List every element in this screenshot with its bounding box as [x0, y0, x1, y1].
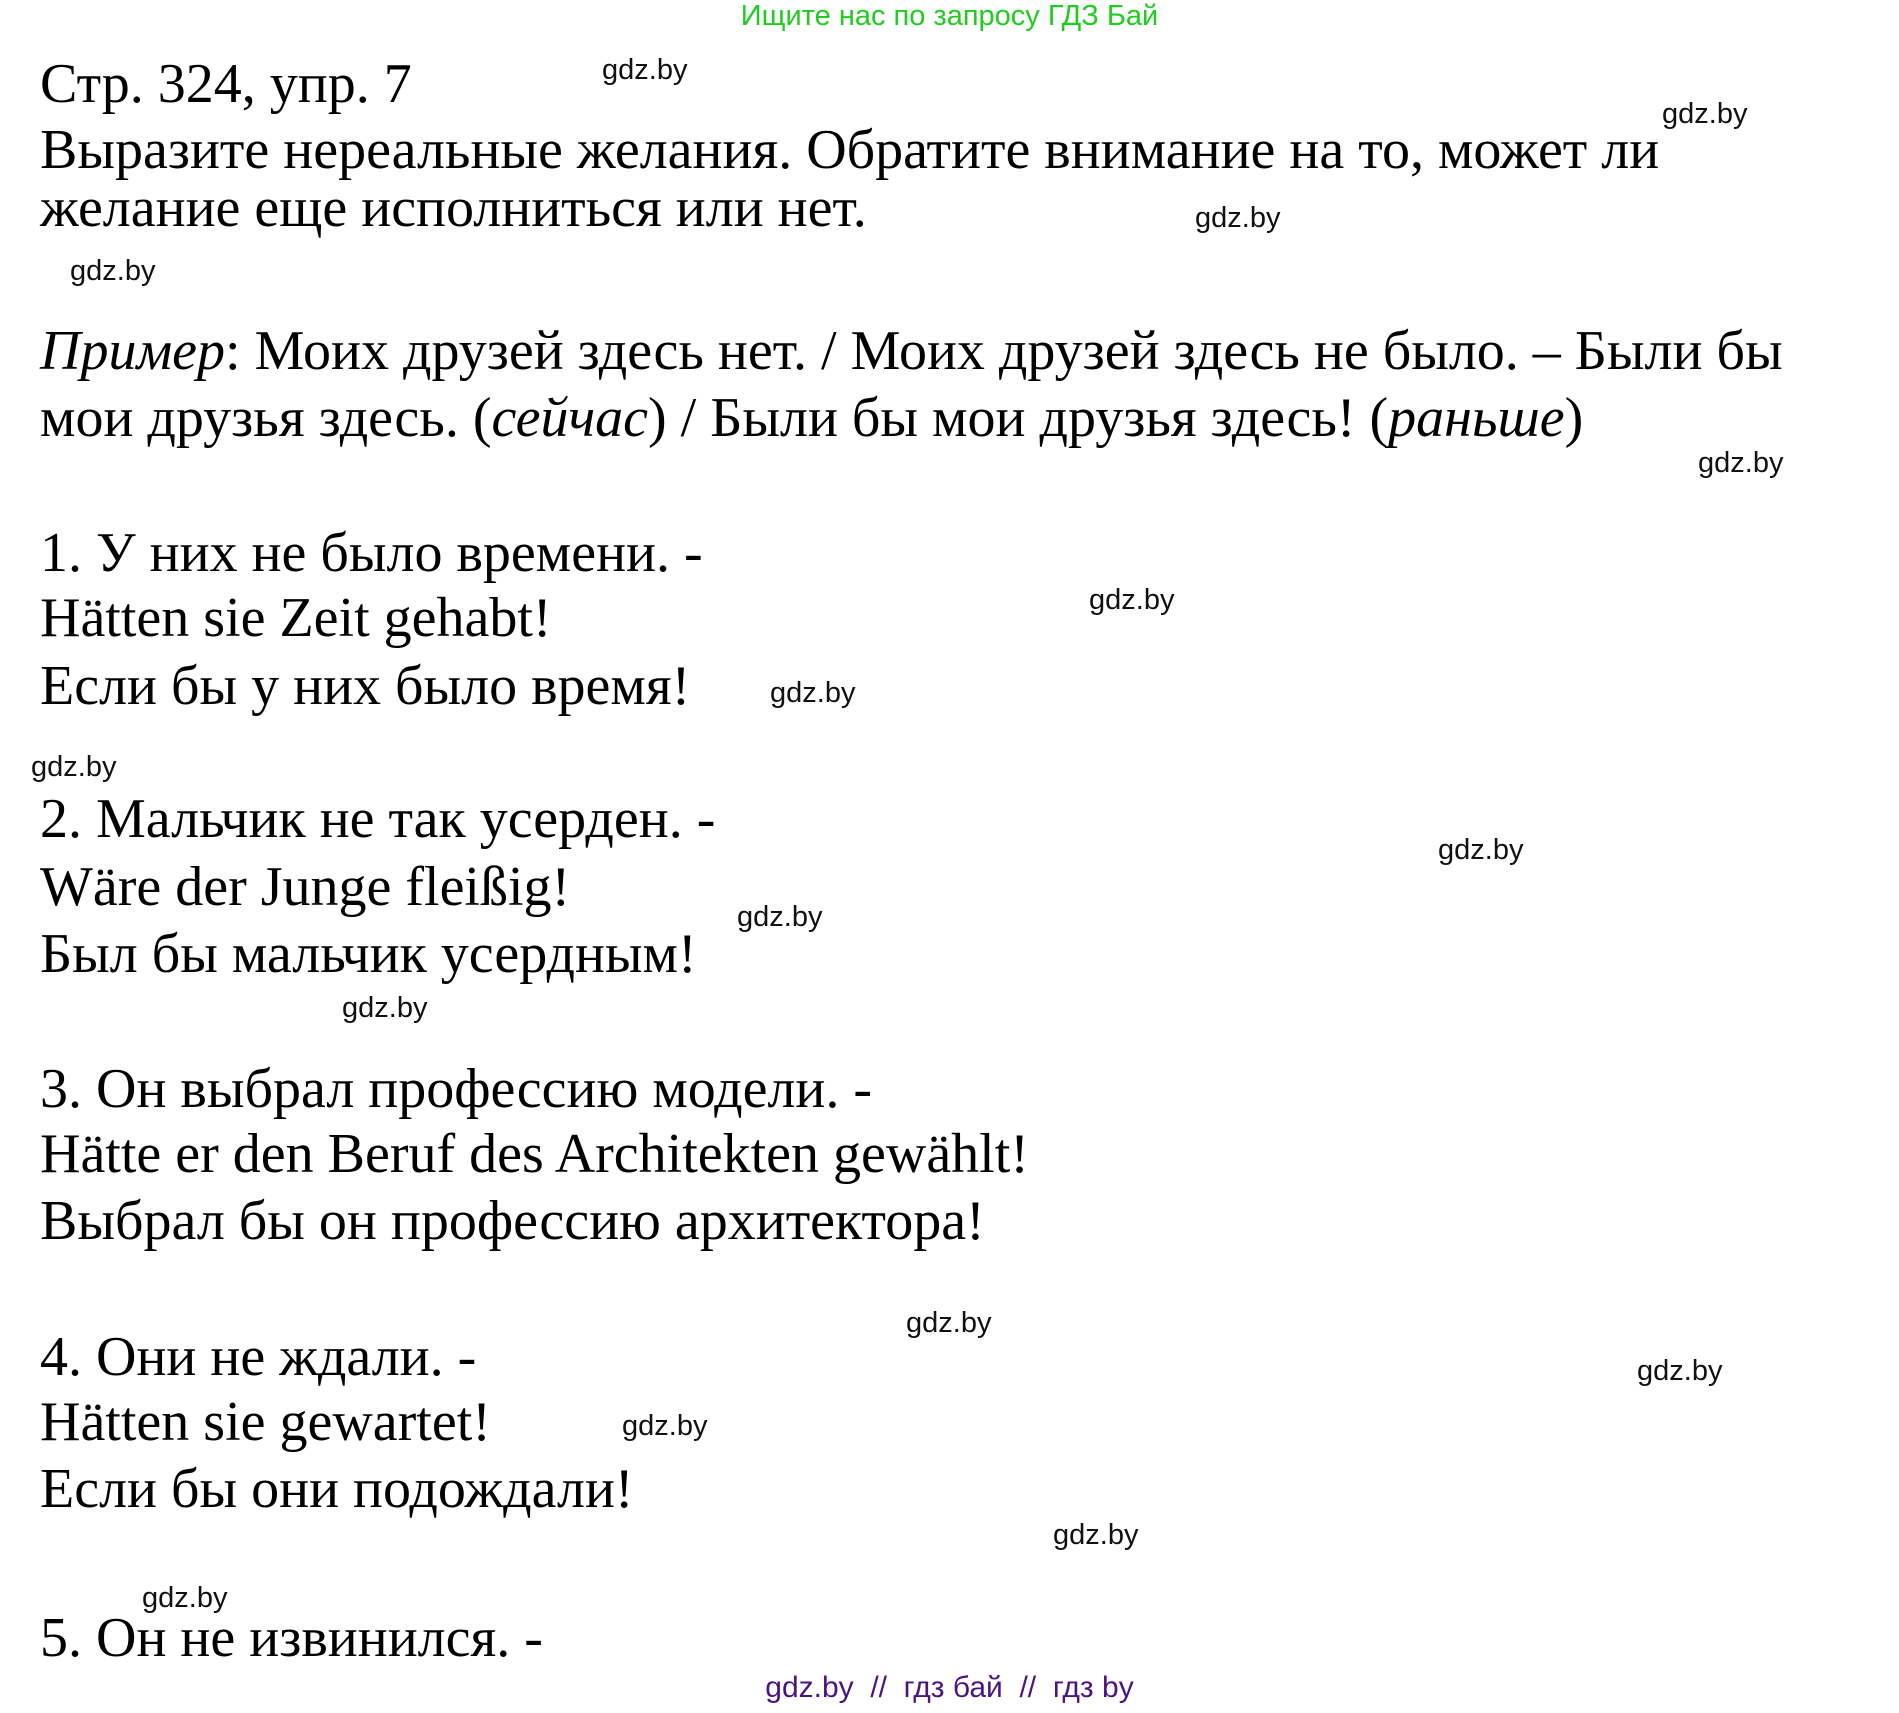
watermark: gdz.by	[1195, 202, 1281, 234]
watermark: gdz.by	[602, 54, 688, 86]
watermark: gdz.by	[770, 677, 856, 709]
example-text: мои друзья здесь. (	[40, 387, 492, 449]
page-title: Стр. 324, упр. 7	[40, 53, 412, 115]
watermark: gdz.by	[1089, 584, 1175, 616]
example-text: : Моих друзей здесь нет. / Моих друзей здесь не было. – Были бы	[225, 320, 1783, 382]
watermark: gdz.by	[142, 1582, 228, 1614]
task-instruction-line-1: Выразите нереальные желания. Обратите внимание на то, может ли	[40, 119, 1660, 181]
example-label: Пример	[40, 320, 226, 382]
item-2-prompt: 2. Мальчик не так усерден. -	[40, 788, 716, 850]
search-hint-banner: Ищите нас по запросу ГДЗ Бай	[740, 0, 1159, 32]
item-3-german: Hätte er den Beruf des Architekten gewählt!	[40, 1123, 1029, 1185]
example-line-1	[40, 320, 1783, 382]
item-5-prompt: 5. Он не извинился. -	[40, 1607, 543, 1669]
item-1-german: Hätten sie Zeit gehabt!	[40, 587, 552, 649]
item-3-prompt: 3. Он выбрал профессию модели. -	[40, 1058, 873, 1120]
watermark: gdz.by	[1662, 98, 1748, 130]
watermark: gdz.by	[1438, 834, 1524, 866]
item-2-german: Wäre der Junge fleißig!	[40, 856, 571, 918]
watermark: gdz.by	[737, 901, 823, 933]
example-line-2	[40, 387, 1584, 449]
example-text: ) / Были бы мои друзья здесь! (	[648, 387, 1389, 449]
watermark: gdz.by	[1698, 447, 1784, 479]
example-hint-now: сейчас	[491, 387, 649, 449]
item-4-german: Hätten sie gewartet!	[40, 1391, 491, 1453]
footer-links: gdz.by // гдз бай // гдз by	[765, 1671, 1134, 1704]
watermark: gdz.by	[1053, 1519, 1139, 1551]
watermark: gdz.by	[622, 1410, 708, 1442]
watermark: gdz.by	[906, 1307, 992, 1339]
item-1-prompt: 1. У них не было времени. -	[40, 522, 703, 584]
watermark: gdz.by	[70, 255, 156, 287]
item-1-russian: Если бы у них было время!	[40, 655, 691, 717]
example-hint-past: раньше	[1388, 387, 1565, 449]
example-text: )	[1564, 387, 1584, 449]
watermark: gdz.by	[1637, 1355, 1723, 1387]
watermark: gdz.by	[342, 992, 428, 1024]
item-2-russian: Был бы мальчик усердным!	[40, 923, 697, 985]
item-3-russian: Выбрал бы он профессию архитектора!	[40, 1190, 985, 1252]
task-instruction-line-2: желание еще исполниться или нет.	[40, 177, 867, 239]
item-4-russian: Если бы они подождали!	[40, 1458, 634, 1520]
item-4-prompt: 4. Они не ждали. -	[40, 1326, 477, 1388]
watermark: gdz.by	[31, 751, 117, 783]
